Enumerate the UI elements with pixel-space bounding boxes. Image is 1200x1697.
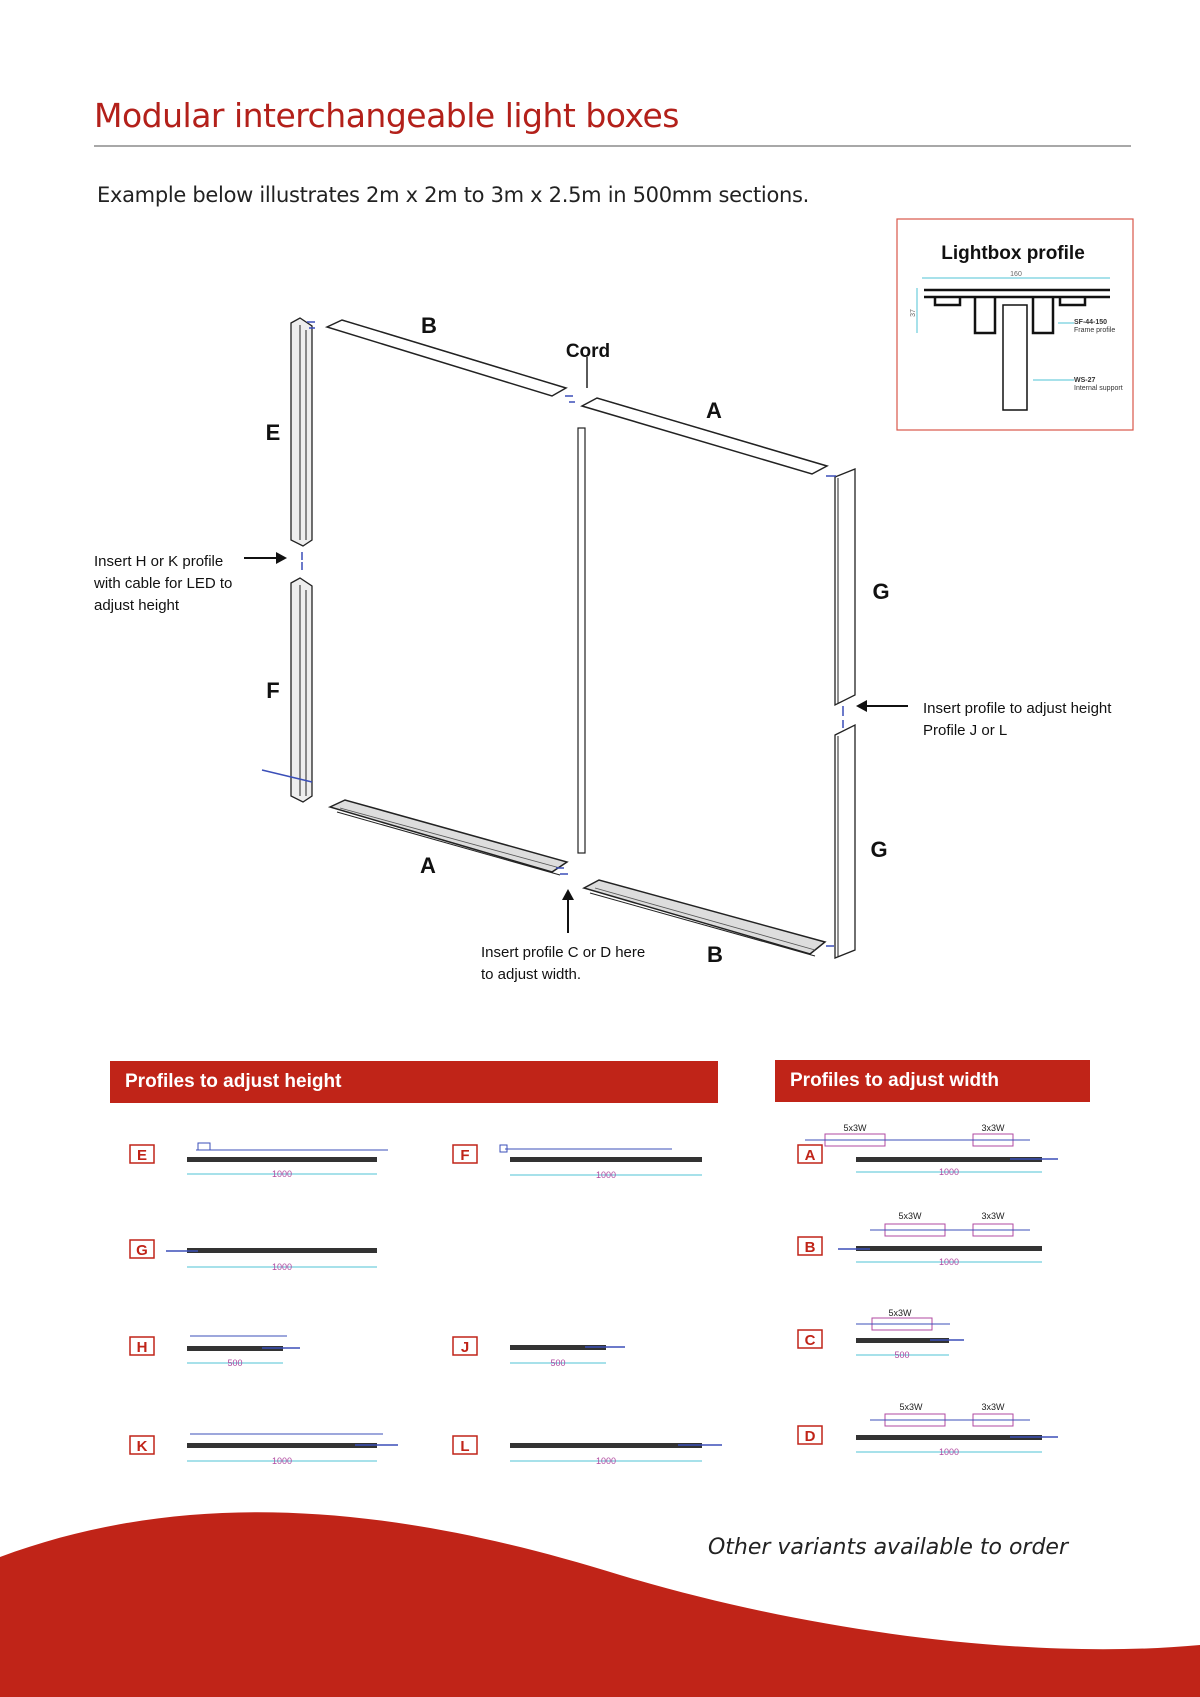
profile-c-length: 500 bbox=[894, 1350, 910, 1360]
right-upright-g-top bbox=[835, 469, 855, 705]
label-top-b: B bbox=[421, 313, 437, 338]
profile-j-length: 500 bbox=[550, 1358, 566, 1368]
profile-f-length: 1000 bbox=[595, 1170, 617, 1180]
height-profiles-diagram bbox=[0, 1100, 760, 1480]
profile-d-led2: 3x3W bbox=[981, 1402, 1005, 1412]
lightbox-profile-title: Lightbox profile bbox=[941, 243, 1085, 264]
profile-a-letter: A bbox=[804, 1147, 816, 1164]
profile-b-led1: 5x3W bbox=[898, 1211, 922, 1221]
profile-d-led1: 5x3W bbox=[899, 1402, 923, 1412]
height-section-heading: Profiles to adjust height bbox=[110, 1061, 718, 1103]
profile-width-dim: 160 bbox=[1010, 271, 1022, 278]
profile-l-length: 1000 bbox=[595, 1456, 617, 1466]
profile-h-letter: H bbox=[136, 1339, 148, 1356]
label-bottom-b: B bbox=[707, 942, 723, 967]
note-left-line1: Insert H or K profile bbox=[94, 553, 224, 570]
profile-h bbox=[130, 1336, 300, 1368]
footer-wave bbox=[0, 1500, 1200, 1697]
profile-g-length: 1000 bbox=[271, 1262, 293, 1272]
profile-k-letter: K bbox=[136, 1438, 148, 1455]
footer-note: Other variants available to order bbox=[707, 1535, 1068, 1560]
width-profiles-diagram bbox=[760, 1100, 1080, 1480]
profile-b-led2: 3x3W bbox=[981, 1211, 1005, 1221]
arrow-bottom-note bbox=[562, 889, 574, 933]
top-rail-b bbox=[327, 320, 566, 396]
profile-d bbox=[798, 1402, 1058, 1457]
profile-g bbox=[130, 1240, 377, 1272]
connector-marks bbox=[262, 322, 843, 946]
note-right-line2: Profile J or L bbox=[923, 722, 1008, 739]
arrow-left-note bbox=[244, 552, 287, 564]
profile-b-length: 1000 bbox=[938, 1257, 960, 1267]
note-bottom-line1: Insert profile C or D here bbox=[481, 944, 646, 961]
profile-c-led1: 5x3W bbox=[888, 1308, 912, 1318]
profile-h-length: 500 bbox=[227, 1358, 243, 1368]
profile-b-letter: B bbox=[804, 1239, 816, 1256]
profile-f-letter: F bbox=[460, 1147, 470, 1164]
label-cord: Cord bbox=[565, 341, 611, 362]
center-cord bbox=[578, 357, 587, 853]
right-upright-g-bottom bbox=[835, 725, 855, 958]
profile-l-letter: L bbox=[460, 1438, 470, 1455]
support-label: Internal support bbox=[1074, 385, 1123, 392]
label-e: E bbox=[265, 420, 281, 445]
label-top-a: A bbox=[706, 398, 722, 423]
profile-f bbox=[453, 1145, 702, 1180]
top-rail-a bbox=[582, 398, 827, 474]
width-section-heading: Profiles to adjust width bbox=[775, 1060, 1090, 1102]
label-g-bottom: G bbox=[870, 837, 888, 862]
note-left-line2: with cable for LED to bbox=[94, 575, 233, 592]
profile-k-length: 1000 bbox=[271, 1456, 293, 1466]
arrow-right-note bbox=[856, 700, 908, 712]
profile-k bbox=[130, 1434, 398, 1466]
profile-a-led1: 5x3W bbox=[843, 1123, 867, 1133]
label-bottom-a: A bbox=[420, 853, 436, 878]
frame-profile-label: Frame profile bbox=[1074, 327, 1116, 334]
left-upright-f bbox=[291, 578, 312, 802]
profile-g-letter: G bbox=[136, 1242, 148, 1259]
left-upright-e bbox=[291, 318, 312, 546]
profile-j bbox=[453, 1337, 625, 1368]
profile-l bbox=[453, 1436, 722, 1466]
profile-d-length: 1000 bbox=[938, 1447, 960, 1457]
support-code: WS-27 bbox=[1074, 377, 1096, 384]
profile-a bbox=[798, 1123, 1058, 1177]
profile-height-dim: 37 bbox=[910, 309, 917, 317]
frame-profile-code: SF-44-150 bbox=[1074, 319, 1108, 326]
profile-b bbox=[798, 1211, 1042, 1267]
profile-c bbox=[798, 1308, 964, 1360]
lightbox-profile-inset bbox=[897, 219, 1133, 430]
profile-c-letter: C bbox=[804, 1332, 816, 1349]
note-left-line3: adjust height bbox=[94, 597, 180, 614]
note-bottom-line2: to adjust width. bbox=[481, 966, 582, 983]
label-g-top: G bbox=[872, 579, 890, 604]
profile-a-length: 1000 bbox=[938, 1167, 960, 1177]
profile-j-letter: J bbox=[460, 1339, 470, 1356]
profile-e-length: 1000 bbox=[271, 1169, 293, 1179]
label-f: F bbox=[266, 678, 280, 703]
profile-e-letter: E bbox=[136, 1147, 148, 1164]
bottom-rail-a bbox=[330, 800, 567, 875]
note-right-line1: Insert profile to adjust height bbox=[923, 700, 1112, 717]
profile-d-letter: D bbox=[804, 1428, 816, 1445]
intro-text: Example below illustrates 2m x 2m to 3m x 2.5m in 500mm sections. bbox=[97, 183, 810, 207]
page-title: Modular interchangeable light boxes bbox=[94, 96, 679, 135]
profile-a-led2: 3x3W bbox=[981, 1123, 1005, 1133]
profile-e bbox=[130, 1143, 388, 1179]
